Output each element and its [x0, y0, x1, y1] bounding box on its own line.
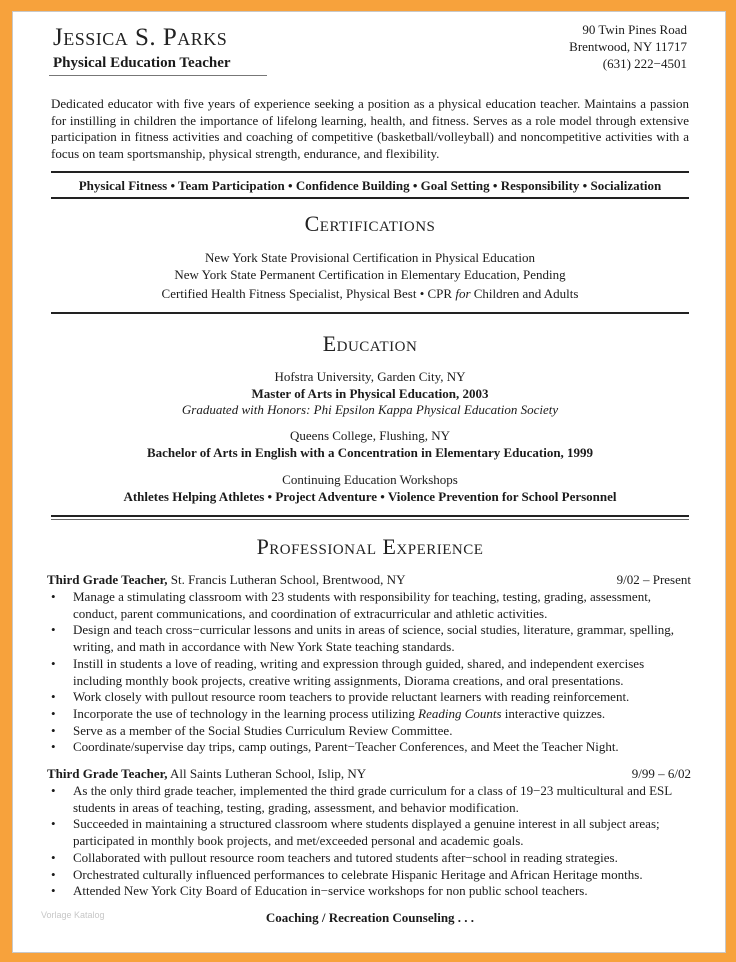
list-item: • Incorporate the use of technology in the learning process utilizing Reading Counts interactive quizzes.	[51, 705, 606, 721]
experience-top-rule	[51, 515, 689, 517]
experience-heading: Professional Experience	[256, 534, 484, 559]
certification-3	[51, 286, 689, 302]
workshops-title: Continuing Education Workshops	[282, 472, 458, 487]
education-honors-1: Graduated with Honors: Phi Epsilon Kappa Physical Education Society	[181, 402, 559, 417]
list-item: • Orchestrated culturally influenced performances to celebrate Hispanic Heritage and African Heritage months.	[51, 866, 643, 882]
address-line-2: Brentwood, NY 11717	[569, 39, 687, 54]
education-heading: Education	[322, 331, 418, 356]
education-degree-2: Bachelor of Arts in English with a Concentration in Elementary Education, 1999	[146, 445, 594, 460]
phone-number: (631) 222−4501	[602, 56, 687, 71]
list-item: • Work closely with pullout resource room teachers to provide reluctant learners with reading reinforcement.	[51, 689, 630, 705]
list-item: • As the only third grade teacher, implemented the third grade curriculum for a class of 19−23 multicultural and ESL students in areas of teaching, testing, grading, assessment, and behavior modification.	[51, 783, 672, 815]
job-1-place: St. Francis Lutheran School, Brentwood, NY	[167, 572, 406, 587]
job-1-header	[47, 572, 691, 588]
education-school-2: Queens College, Flushing, NY	[290, 428, 450, 443]
education-degree-1: Master of Arts in Physical Education, 2003	[251, 386, 489, 401]
certification-3-part-c: Children and Adults	[470, 286, 579, 301]
education-top-rule	[51, 312, 689, 314]
job-1-dates: 9/02 – Present	[616, 572, 691, 587]
job-1-bullets	[47, 589, 687, 756]
contact-block	[569, 21, 687, 72]
continued-section: Coaching / Recreation Counseling . . .	[265, 910, 475, 925]
certification-3-part-b: for	[455, 286, 471, 301]
certification-1: New York State Provisional Certification in Physical Education	[204, 250, 535, 265]
applicant-job-title: Physical Education Teacher	[53, 55, 231, 71]
title-underline	[49, 75, 267, 76]
job-2-bullets	[47, 783, 687, 900]
list-item: • Design and teach cross−curricular lessons and units in areas of science, social studies, literature, grammar, spelling, writing, and math in accordance with New York State teaching standards.	[51, 622, 675, 655]
job-2-role: Third Grade Teacher,	[47, 766, 168, 781]
resume-page	[12, 11, 726, 953]
experience-top-rule-thin	[51, 519, 689, 520]
certifications-heading: Certifications	[304, 211, 436, 236]
list-item: • Succeeded in maintaining a structured classroom where students displayed a genuine interest in all subject areas; participated in monthly book projects, and met/exceeded personal and academic goals.	[51, 816, 660, 849]
skills-line: Physical Fitness • Team Participation • Confidence Building • Goal Setting • Responsibility • Socialization	[78, 178, 662, 193]
watermark-text: Vorlage Katalog	[41, 910, 105, 920]
list-item: • Instill in students a love of reading, writing and expression through guided, shared, and independent exercises including monthly book projects, creative writing assignments, Diorama creations, and oral presentations.	[51, 655, 645, 688]
job-2-header	[47, 766, 691, 782]
certification-3-part-a: Certified Health Fitness Specialist, Physical Best • CPR	[161, 286, 456, 301]
list-item: • Collaborated with pullout resource room teachers and tutored students after−school in reading strategies.	[51, 849, 618, 865]
certification-2: New York State Permanent Certification in Elementary Education, Pending	[174, 267, 566, 282]
skills-top-rule	[51, 171, 689, 173]
education-school-1: Hofstra University, Garden City, NY	[274, 369, 466, 384]
list-item: • Coordinate/supervise day trips, camp outings, Parent−Teacher Conferences, and Meet the Teacher Night.	[51, 739, 619, 755]
address-line-1: 90 Twin Pines Road	[582, 22, 687, 37]
applicant-name: Jessica S. Parks	[53, 24, 228, 51]
list-item: • Serve as a member of the Social Studies Curriculum Review Committee.	[51, 722, 453, 738]
job-2-dates: 9/99 – 6/02	[631, 766, 691, 781]
summary-paragraph: Dedicated educator with five years of experience seeking a position as a physical education teacher. Maintains a passion for instilling in children the importance of lifelong learning, health, and fitness. Serves as a role model through extensive participation in fitness activities and coaching of competitive (basketball/volleyball) and noncompetitive activities with a focus on team sportsmanship, physical strength, endurance, and flexibility.	[51, 96, 689, 161]
skills-bottom-rule	[51, 197, 689, 199]
bullet-text: Incorporate the use of technology in the learning process utilizing Reading Counts interactive quizzes.	[73, 705, 606, 721]
job-2-place: All Saints Lutheran School, Islip, NY	[167, 766, 367, 781]
job-1-role: Third Grade Teacher,	[47, 572, 168, 587]
list-item: • Attended New York City Board of Education in−service workshops for non public school teachers.	[51, 883, 588, 899]
list-item: • Manage a stimulating classroom with 23 students with responsibility for teaching, testing, grading, assessment, conduct, parent communications, and coordination of extracurricular and athletic activities.	[51, 589, 652, 621]
workshops-list: Athletes Helping Athletes • Project Adventure • Violence Prevention for School Personnel	[123, 489, 617, 504]
